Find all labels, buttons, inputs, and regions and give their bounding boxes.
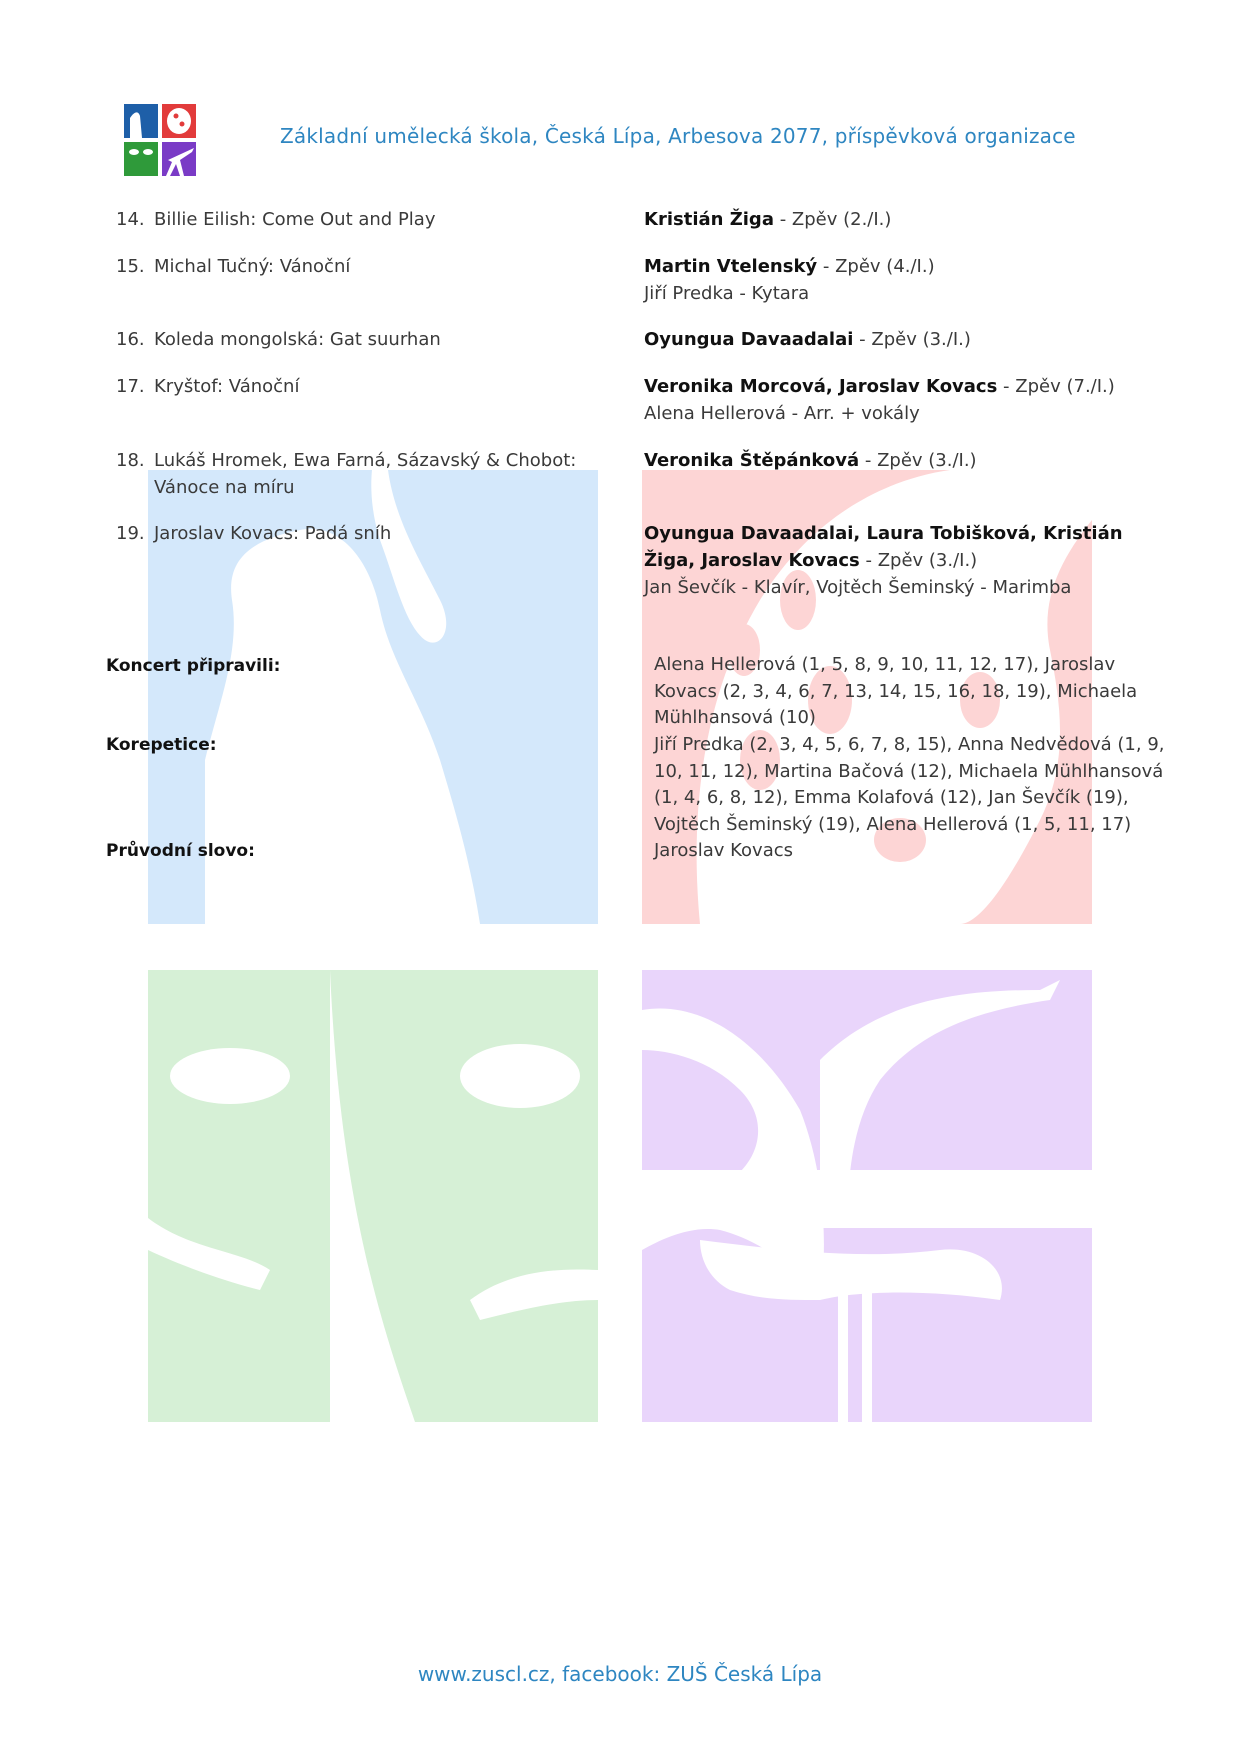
performers-role: - Zpěv (3./I.) — [853, 329, 971, 350]
program-performers — [644, 520, 1144, 574]
program-performers — [644, 447, 1164, 474]
performers-role: - Zpěv (4./I.) — [817, 256, 935, 277]
narration-value: Jaroslav Kovacs — [654, 840, 794, 861]
program-title: Lukáš Hromek, Ewa Farná, Sázavský & Chobot: Vánoce na míru — [154, 450, 577, 498]
program-number: 14. — [116, 209, 145, 230]
narration-label: Průvodní slovo: — [106, 841, 255, 861]
performers-names: Oyungua Davaadalai, Laura Tobišková, Kristián Žiga, Jaroslav Kovacs — [644, 523, 1123, 571]
program-number: 18. — [116, 450, 145, 471]
prepared-label: Koncert připravili: — [106, 656, 281, 676]
performers-names: Oyungua Davaadalai — [644, 329, 854, 350]
program-number: 15. — [116, 256, 145, 277]
performers-role: - Zpěv (3./I.) — [859, 550, 978, 571]
program-performers — [644, 326, 1164, 353]
footer-links: www.zuscl.cz, facebook: ZUŠ Česká Lípa — [417, 1662, 823, 1686]
program-performers — [644, 206, 1164, 233]
program-accompaniment: Alena Hellerová - Arr. + vokály — [644, 403, 920, 424]
prepared-value: Alena Hellerová (1, 5, 8, 9, 10, 11, 12, 17), Jaroslav Kovacs (2, 3, 4, 6, 7, 13, 14, 15, 16, 18, 19), Michaela Mühlhansová (10) — [654, 654, 1138, 728]
korepetice-value: Jiří Predka (2, 3, 4, 5, 6, 7, 8, 15), Anna Nedvědová (1, 9, 10, 11, 12), Martina Bačová (12), Michaela Mühlhansová (1, 4, 6, 8, 12), Emma Kolafová (12), Jan Ševčík (19), Vojtěch Šeminský (19), Alena Hellerová (1, 5, 11, 17) — [654, 734, 1165, 835]
program-number: 19. — [116, 523, 145, 544]
program-performers — [644, 253, 1164, 280]
performers-role: - Zpěv (3./I.) — [859, 450, 977, 471]
performers-names: Veronika Morcová, Jaroslav Kovacs — [644, 376, 998, 397]
program-number: 17. — [116, 376, 145, 397]
performers-names: Martin Vtelenský — [644, 256, 818, 277]
program-accompaniment: Jan Ševčík - Klavír, Vojtěch Šeminský - Marimba — [644, 577, 1072, 598]
program-accompaniment: Jiří Predka - Kytara — [644, 283, 810, 304]
program-performers — [644, 373, 1164, 400]
program-number: 16. — [116, 329, 145, 350]
header-title: Základní umělecká škola, Česká Lípa, Arbesova 2077, příspěvková organizace — [280, 124, 1076, 148]
program-title: Jaroslav Kovacs: Padá sníh — [154, 523, 392, 544]
program-title: Michal Tučný: Vánoční — [154, 256, 351, 277]
performers-role: - Zpěv (2./I.) — [773, 209, 892, 230]
performers-names: Kristián Žiga — [644, 209, 774, 230]
program-title: Koleda mongolská: Gat suurhan — [154, 329, 441, 350]
performers-role: - Zpěv (7./I.) — [997, 376, 1115, 397]
program-title: Kryštof: Vánoční — [154, 376, 300, 397]
performers-names: Veronika Štěpánková — [644, 450, 860, 471]
program-title: Billie Eilish: Come Out and Play — [154, 209, 436, 230]
school-logo — [124, 104, 198, 176]
korepetice-label: Korepetice: — [106, 735, 217, 755]
